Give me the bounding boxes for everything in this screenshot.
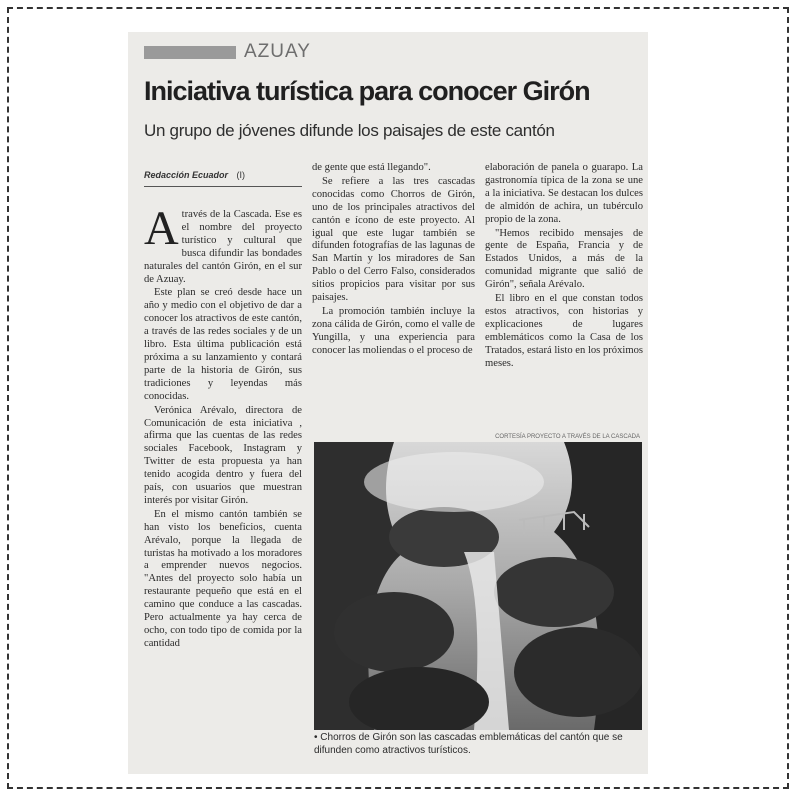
- photo-caption: • Chorros de Girón son las cascadas emblemáticas del cantón que se difunden como atractivos turísticos.: [314, 732, 623, 756]
- paragraph: El libro en el que constan todos estos atractivos, con historias y explicaciones de lugares emblemáticos como la Casa de los Tratados, estará listo en los próximos meses.: [485, 293, 643, 369]
- newspaper-clipping: [128, 32, 648, 774]
- paragraph: Verónica Arévalo, directora de Comunicación de esta iniciativa , afirma que las cuentas de las redes sociales Facebook, Instagram y Twitter de esta propuesta ya han tenido acogida dentro y fuera del país, con usuarios que muestran interés por visitar Girón.: [144, 404, 302, 506]
- byline-name: Redacción Ecuador: [144, 170, 229, 180]
- article-column-1: [144, 209, 302, 769]
- paragraph-text: través de la Cascada. Ese es el nombre del proyecto turístico y cultural que busca difundir las bondades naturales del cantón Girón, en el sur de Azuay.: [144, 209, 302, 285]
- paragraph: Este plan se creó desde hace un año y medio con el objetivo de dar a conocer los atractivos de este cantón, a través de las redes sociales y de un libro. Esta última publicación está próxima a su lanzamiento y contará parte de la historia de Girón, sus tradiciones y leyendas más conocidas.: [144, 287, 302, 402]
- paragraph: elaboración de panela o guarapo. La gastronomía típica de la zona se une a la iniciativa. Se destacan los dulces de almidón de achira, un tubérculo propio de la zona.: [485, 162, 643, 225]
- subheadline: Un grupo de jóvenes difunde los paisajes de este cantón: [144, 121, 555, 140]
- section-label: AZUAY: [244, 41, 311, 62]
- paragraph: Se refiere a las tres cascadas conocidas como Chorros de Girón, uno de los principales atractivos del cantón e ícono de este proyecto. Al igual que este lugar también se difunden fotografías de las lagunas de San Martín y los miradores de San Pablo o del Cerro Falso, considerados sitios propicios para visitar por sus paisajes.: [312, 175, 475, 304]
- byline: [144, 170, 245, 180]
- drop-cap: A: [144, 209, 179, 255]
- article-column-3: [485, 162, 643, 442]
- article-column-2: [312, 162, 475, 442]
- section-bar: [144, 46, 236, 59]
- byline-divider: [144, 186, 302, 187]
- waterfall-photo: [314, 442, 642, 730]
- paragraph: La promoción también incluye la zona cálida de Girón, como el valle de Yungilla, y una experiencia para conocer las moliendas o el proceso de: [312, 305, 475, 356]
- byline-mark: (I): [236, 170, 246, 180]
- paragraph: "Hemos recibido mensajes de gente de España, Francia y de Estados Unidos, a más de la comunidad migrante que salió de Girón", señala Arévalo.: [485, 227, 643, 291]
- paragraph: En el mismo cantón también se han visto los beneficios, cuenta Arévalo, porque la llegada de turistas ha motivado a los moradores a emprender nuevos negocios. "Antes del proyecto solo había un restaurante pequeño que está en el camino que conduce a las cascadas. Pero actualmente ya hay cerca de ocho, con todo tipo de comida por la cantidad: [144, 508, 302, 649]
- headline: Iniciativa turística para conocer Girón: [144, 76, 590, 106]
- paragraph: de gente que está llegando".: [312, 162, 431, 173]
- paragraph: [144, 209, 302, 286]
- photo-credit: CORTESÍA PROYECTO A TRAVÉS DE LA CASCADA: [495, 434, 640, 440]
